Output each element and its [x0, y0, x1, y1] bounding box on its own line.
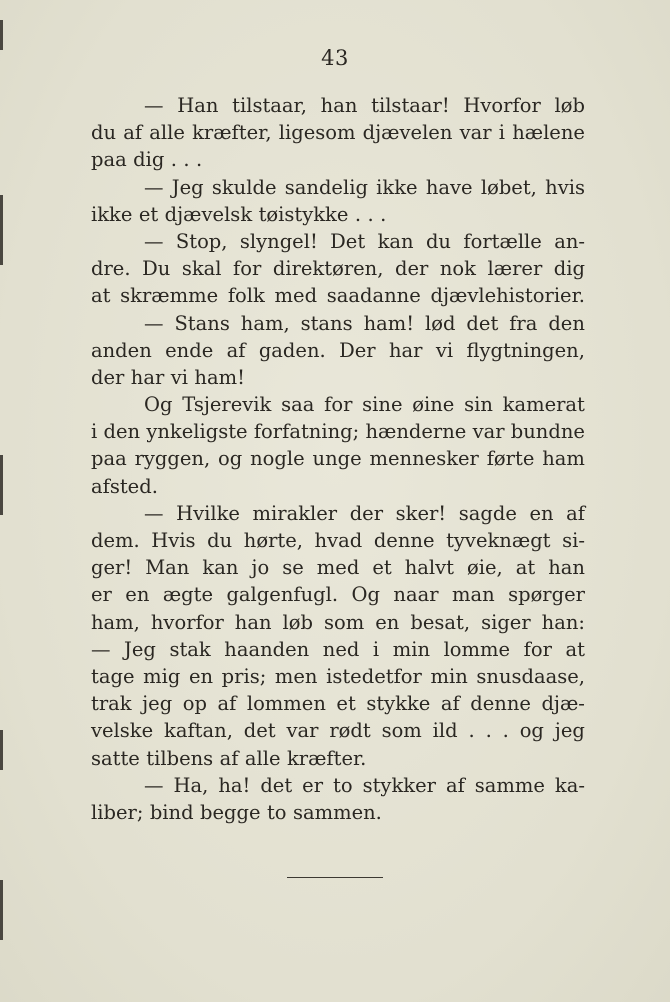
text-line: velske kaftan, det var rødt som ild . . . og jeg [91, 719, 585, 743]
text-line: — Ha, ha! det er to stykker af samme ka- [144, 773, 585, 797]
text-line: satte tilbens af alle kræfter. [91, 746, 367, 770]
text-line: i den ynkeligste forfatning; hænderne var bundne [91, 420, 585, 444]
text-line: dem. Hvis du hørte, hvad denne tyveknægt si- [91, 529, 585, 552]
text-line: — Jeg stak haanden ned i min lomme for at [91, 637, 585, 661]
text-line: — Stop, slyngel! Det kan du fortælle an- [144, 229, 585, 253]
text-line: er en ægte galgenfugl. Og naar man spørger [91, 583, 585, 607]
text-line: ham, hvorfor han løb som en besat, siger han: [91, 610, 585, 634]
page-number: 43 [321, 46, 349, 70]
text-line: trak jeg op af lommen et stykke af denne djæ- [91, 692, 585, 716]
text-line: — Han tilstaar, han tilstaar! Hvorfor løb [144, 94, 585, 117]
binding-edge [0, 0, 14, 1002]
text-line: dre. Du skal for direktøren, der nok lærer dig [91, 257, 585, 281]
text-line: paa ryggen, og nogle unge mennesker førte ham [91, 447, 585, 471]
section-divider [287, 877, 383, 878]
body-text [91, 92, 585, 826]
text-line: tage mig en pris; men istedetfor min snusdaase, [91, 664, 585, 688]
text-line: liber; bind begge to sammen. [91, 800, 382, 824]
edge-mark [0, 195, 3, 265]
text-line: paa dig . . . [91, 148, 203, 172]
text-line: ikke et djævelsk tøistykke . . . [91, 202, 387, 226]
edge-mark [0, 730, 3, 770]
edge-mark [0, 880, 3, 940]
text-line: ger! Man kan jo se med et halvt øie, at han [91, 556, 585, 580]
text-line: Og Tsjerevik saa for sine øine sin kamerat [144, 393, 585, 417]
text-line: — Hvilke mirakler der sker! sagde en af [144, 501, 585, 525]
edge-mark [0, 455, 3, 515]
text-line: der har vi ham! [91, 365, 245, 389]
text-line: — Stans ham, stans ham! lød det fra den [144, 311, 585, 335]
text-line: du af alle kræfter, ligesom djævelen var i hælene [91, 121, 585, 145]
text-line: afsted. [91, 474, 158, 498]
text-line: anden ende af gaden. Der har vi flygtningen, [91, 338, 585, 362]
text-line: at skræmme folk med saadanne djævlehistorier. [91, 284, 585, 308]
text-line: — Jeg skulde sandelig ikke have løbet, hvis [144, 175, 585, 199]
